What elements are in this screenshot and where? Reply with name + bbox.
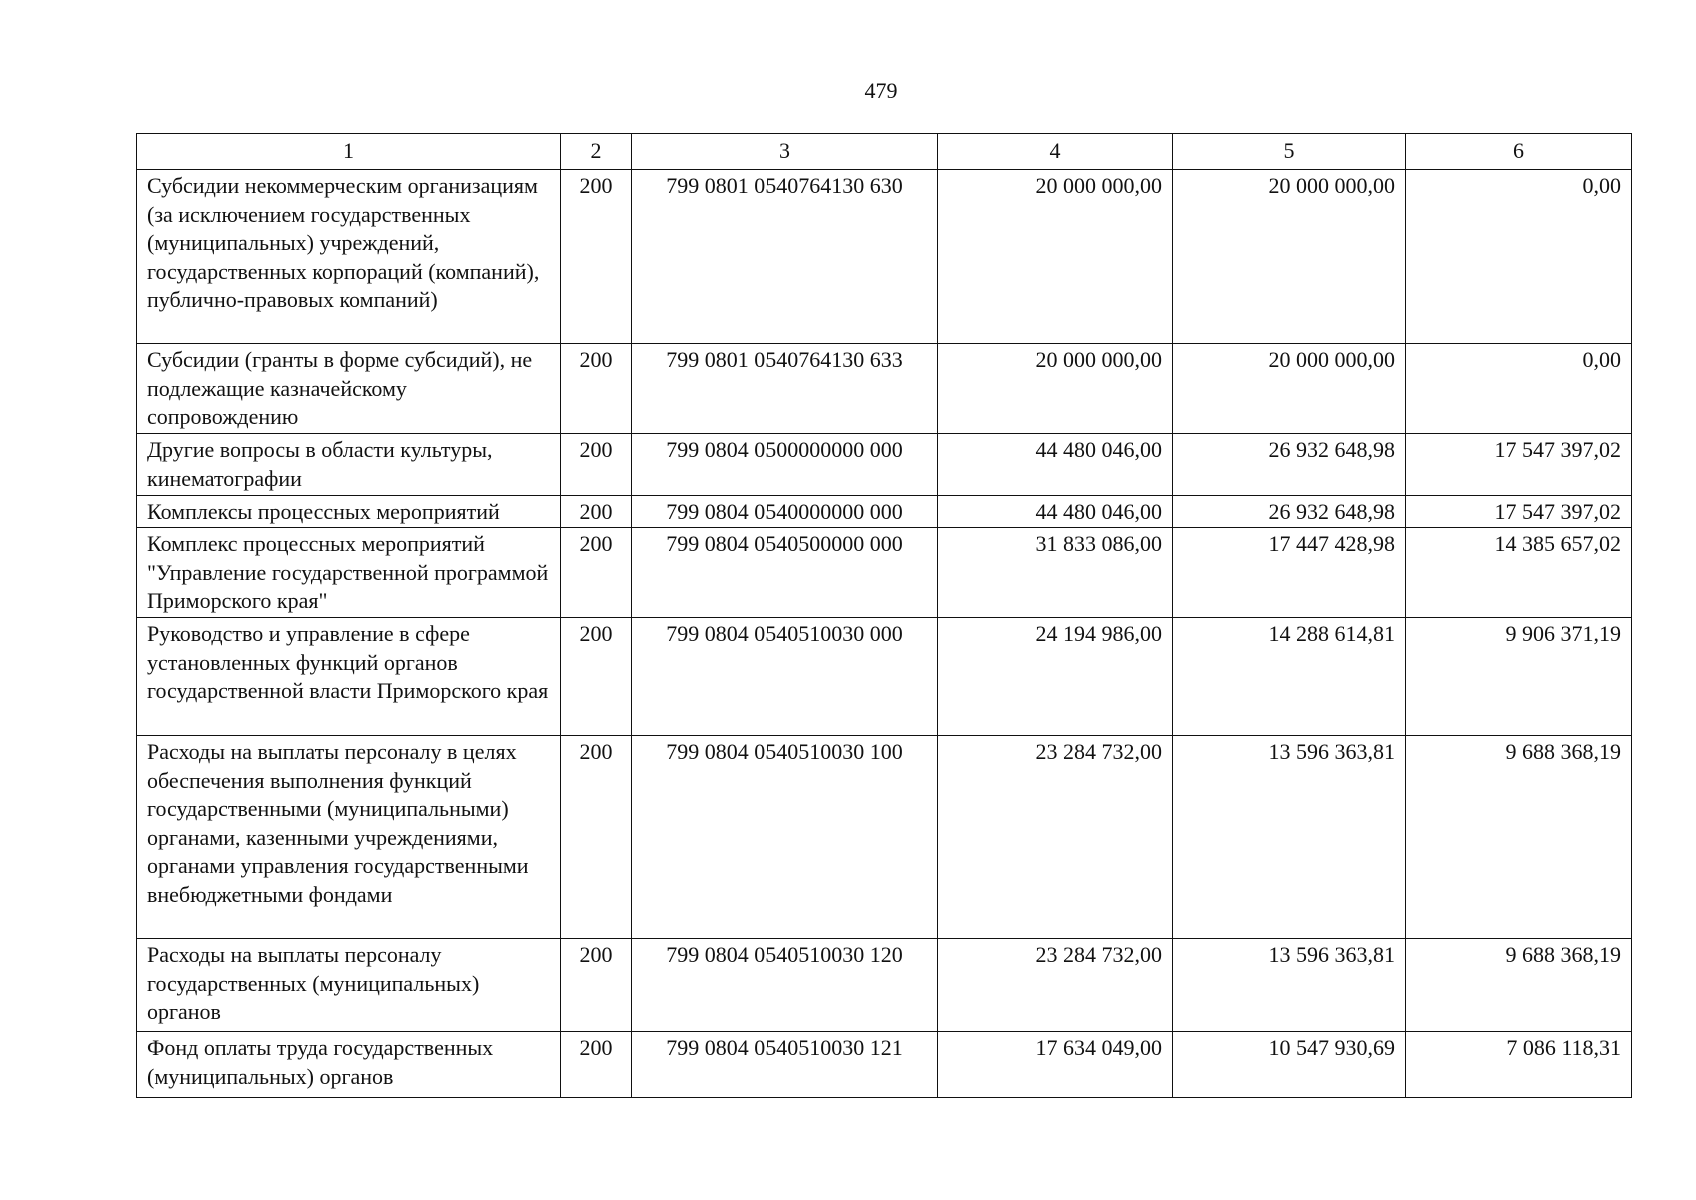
column-header: 6 [1406,134,1632,170]
row-value-6: 7 086 118,31 [1406,1032,1632,1098]
row-value-6: 17 547 397,02 [1406,496,1632,528]
table-row [137,528,1632,618]
row-value-4: 31 833 086,00 [938,528,1173,618]
row-value-4: 23 284 732,00 [938,736,1173,939]
table-row [137,618,1632,736]
row-code-2: 200 [561,939,632,1032]
table-row [137,939,1632,1032]
row-name: Комплекс процессных мероприятий "Управление государственной программой Приморского края" [137,528,561,618]
row-code-2: 200 [561,344,632,434]
column-header: 1 [137,134,561,170]
row-name: Другие вопросы в области культуры, кинематографии [137,434,561,496]
row-name: Руководство и управление в сфере установленных функций органов государственной власти Приморского края [137,618,561,736]
column-header: 5 [1173,134,1406,170]
row-value-4: 17 634 049,00 [938,1032,1173,1098]
row-value-4: 44 480 046,00 [938,434,1173,496]
row-value-6: 0,00 [1406,344,1632,434]
row-name: Расходы на выплаты персоналу в целях обеспечения выполнения функций государственными (муниципальными) органами, казенными учреждениями, органами управления государственными внебюджетными фондами [137,736,561,939]
row-code-3: 799 0804 0540510030 120 [632,939,938,1032]
budget-table [136,133,1632,1098]
row-value-6: 9 688 368,19 [1406,736,1632,939]
row-value-6: 9 688 368,19 [1406,939,1632,1032]
row-name: Фонд оплаты труда государственных (муниципальных) органов [137,1032,561,1098]
row-code-2: 200 [561,736,632,939]
column-header: 3 [632,134,938,170]
table-row [137,170,1632,344]
table-header-row [137,134,1632,170]
row-code-3: 799 0804 0540510030 000 [632,618,938,736]
row-value-4: 24 194 986,00 [938,618,1173,736]
row-code-2: 200 [561,618,632,736]
row-name: Субсидии некоммерческим организациям (за исключением государственных (муниципальных) учреждений, государственных корпораций (компаний), публично-правовых компаний) [137,170,561,344]
row-value-4: 20 000 000,00 [938,344,1173,434]
row-value-4: 20 000 000,00 [938,170,1173,344]
row-value-5: 13 596 363,81 [1173,736,1406,939]
row-value-5: 13 596 363,81 [1173,939,1406,1032]
row-value-5: 26 932 648,98 [1173,434,1406,496]
row-value-5: 26 932 648,98 [1173,496,1406,528]
row-value-6: 17 547 397,02 [1406,434,1632,496]
table-row [137,736,1632,939]
row-value-6: 9 906 371,19 [1406,618,1632,736]
row-code-2: 200 [561,1032,632,1098]
table-row [137,496,1632,528]
row-value-5: 20 000 000,00 [1173,344,1406,434]
row-value-5: 17 447 428,98 [1173,528,1406,618]
row-value-5: 20 000 000,00 [1173,170,1406,344]
row-code-3: 799 0801 0540764130 630 [632,170,938,344]
row-code-2: 200 [561,434,632,496]
row-code-2: 200 [561,170,632,344]
row-code-2: 200 [561,496,632,528]
row-name: Субсидии (гранты в форме субсидий), не подлежащие казначейскому сопровождению [137,344,561,434]
row-code-3: 799 0801 0540764130 633 [632,344,938,434]
row-value-4: 44 480 046,00 [938,496,1173,528]
row-code-3: 799 0804 0500000000 000 [632,434,938,496]
row-value-4: 23 284 732,00 [938,939,1173,1032]
row-code-3: 799 0804 0540500000 000 [632,528,938,618]
row-value-5: 14 288 614,81 [1173,618,1406,736]
row-code-3: 799 0804 0540510030 100 [632,736,938,939]
row-code-2: 200 [561,528,632,618]
row-code-3: 799 0804 0540510030 121 [632,1032,938,1098]
row-value-5: 10 547 930,69 [1173,1032,1406,1098]
column-header: 4 [938,134,1173,170]
page-number: 479 [864,78,898,103]
column-header: 2 [561,134,632,170]
table-row [137,344,1632,434]
row-code-3: 799 0804 0540000000 000 [632,496,938,528]
row-name: Расходы на выплаты персоналу государственных (муниципальных) органов [137,939,561,1032]
row-name: Комплексы процессных мероприятий [137,496,561,528]
table-row [137,1032,1632,1098]
table-row [137,434,1632,496]
row-value-6: 0,00 [1406,170,1632,344]
row-value-6: 14 385 657,02 [1406,528,1632,618]
